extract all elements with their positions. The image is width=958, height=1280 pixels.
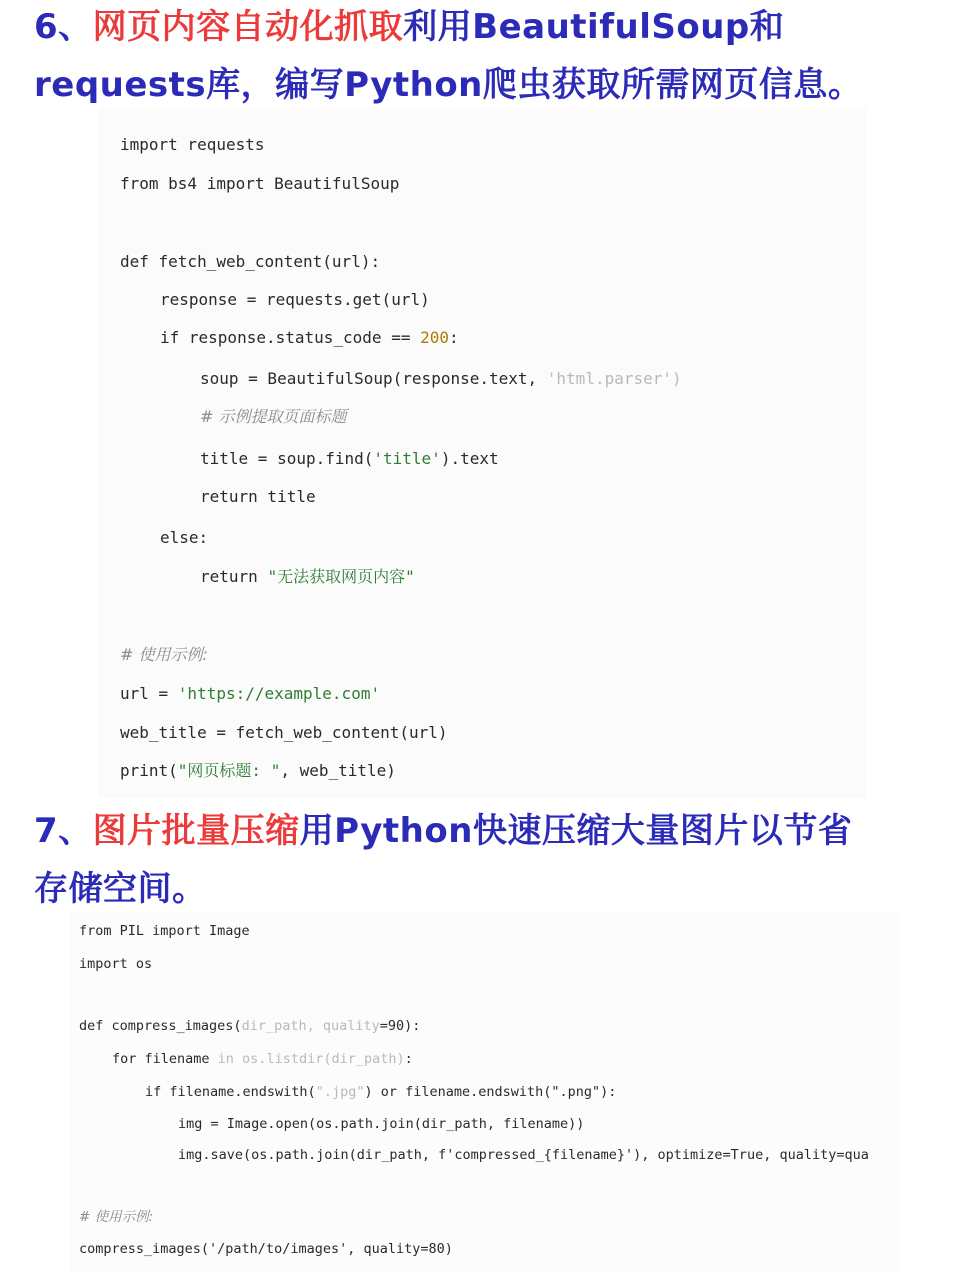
code-token: in os.listdir(dir_path) — [217, 1051, 405, 1067]
section-7-heading — [34, 802, 934, 918]
code-line — [79, 1016, 420, 1036]
code-token: import os — [79, 956, 153, 972]
code-token: img.save(os.path.join(dir_path, f'compressed_{filename}'), optimize=True, quality=qua — [178, 1147, 869, 1163]
code-token: soup = BeautifulSoup(response.text, — [200, 369, 547, 388]
code-token: title = soup.find( — [200, 449, 374, 468]
code-line — [79, 954, 152, 974]
code-token: # 示例提取页面标题 — [200, 407, 347, 426]
section-6-title-rest: 利用BeautifulSoup和 — [403, 7, 785, 47]
code-token: compress_images('/path/to/images', quality=80) — [79, 1241, 453, 1257]
code-token: print( — [120, 761, 178, 780]
section-6-heading — [34, 0, 934, 114]
code-token: 'title' — [373, 449, 441, 468]
code-token: if response.status_code == — [160, 328, 421, 347]
code-token: : — [449, 328, 459, 347]
code-line — [200, 486, 316, 508]
code-line — [79, 1239, 453, 1259]
code-line — [160, 289, 430, 311]
code-line — [79, 921, 250, 941]
section-7-title-line2: 存储空间。 — [34, 869, 207, 909]
code-token: else: — [160, 528, 209, 547]
code-line — [200, 406, 347, 428]
code-token: def compress_images( — [79, 1018, 242, 1034]
code-token: def fetch_web_content(url): — [120, 252, 381, 271]
code-line — [200, 566, 415, 588]
code-line — [178, 1114, 584, 1134]
section-6-number: 6、 — [34, 7, 93, 47]
code-token: , web_title) — [280, 761, 396, 780]
code-token: url = — [120, 684, 178, 703]
code-token: 200 — [420, 328, 449, 347]
code-token: if filename.endswith( — [145, 1084, 316, 1100]
code-line — [178, 1145, 869, 1165]
section-7-title-rest: 用Python快速压缩大量图片以节省 — [299, 811, 853, 851]
code-line — [120, 173, 399, 195]
code-line — [120, 251, 380, 273]
code-token: from PIL import Image — [79, 923, 250, 939]
code-line — [200, 448, 499, 470]
section-6-highlight: 网页内容自动化抓取 — [92, 7, 404, 47]
code-token: ) or filename.endswith(".png"): — [364, 1084, 617, 1100]
code-token: 'https://example.com' — [177, 684, 381, 703]
code-token: return title — [200, 487, 316, 506]
section-6-title-line2: requests库，编写Python爬虫获取所需网页信息。 — [34, 65, 863, 105]
code-line — [145, 1082, 616, 1102]
code-block-web-scraper — [98, 108, 866, 798]
code-token: 'html.parser') — [546, 369, 682, 388]
code-line — [200, 368, 682, 390]
section-7-number: 7、 — [34, 811, 93, 851]
code-block-image-compress — [70, 912, 900, 1272]
code-line — [120, 683, 380, 705]
code-token: response = requests.get(url) — [160, 290, 430, 309]
code-line — [120, 760, 396, 782]
code-token: "网页标题: " — [177, 761, 281, 780]
code-token: # 使用示例: — [120, 645, 208, 664]
code-token: for filename — [112, 1051, 218, 1067]
code-token: ".jpg" — [315, 1084, 365, 1100]
code-line — [120, 134, 265, 156]
code-line — [120, 722, 448, 744]
code-line — [160, 527, 208, 549]
code-token: ).text — [440, 449, 499, 468]
code-line — [160, 327, 459, 349]
code-line — [79, 1207, 153, 1227]
code-line — [120, 644, 208, 666]
code-token: : — [404, 1051, 413, 1067]
section-7-highlight: 图片批量压缩 — [92, 811, 300, 851]
code-token: import requests — [120, 135, 265, 154]
code-token: from bs4 import BeautifulSoup — [120, 174, 400, 193]
code-token: =90): — [379, 1018, 421, 1034]
code-token: web_title = fetch_web_content(url) — [120, 723, 448, 742]
code-token: dir_path, quality — [241, 1018, 380, 1034]
code-token: return — [200, 567, 268, 586]
code-token: "无法获取网页内容" — [267, 567, 415, 586]
code-line — [112, 1049, 413, 1069]
code-token: # 使用示例: — [79, 1209, 154, 1225]
code-token: img = Image.open(os.path.join(dir_path, filename)) — [178, 1116, 585, 1132]
